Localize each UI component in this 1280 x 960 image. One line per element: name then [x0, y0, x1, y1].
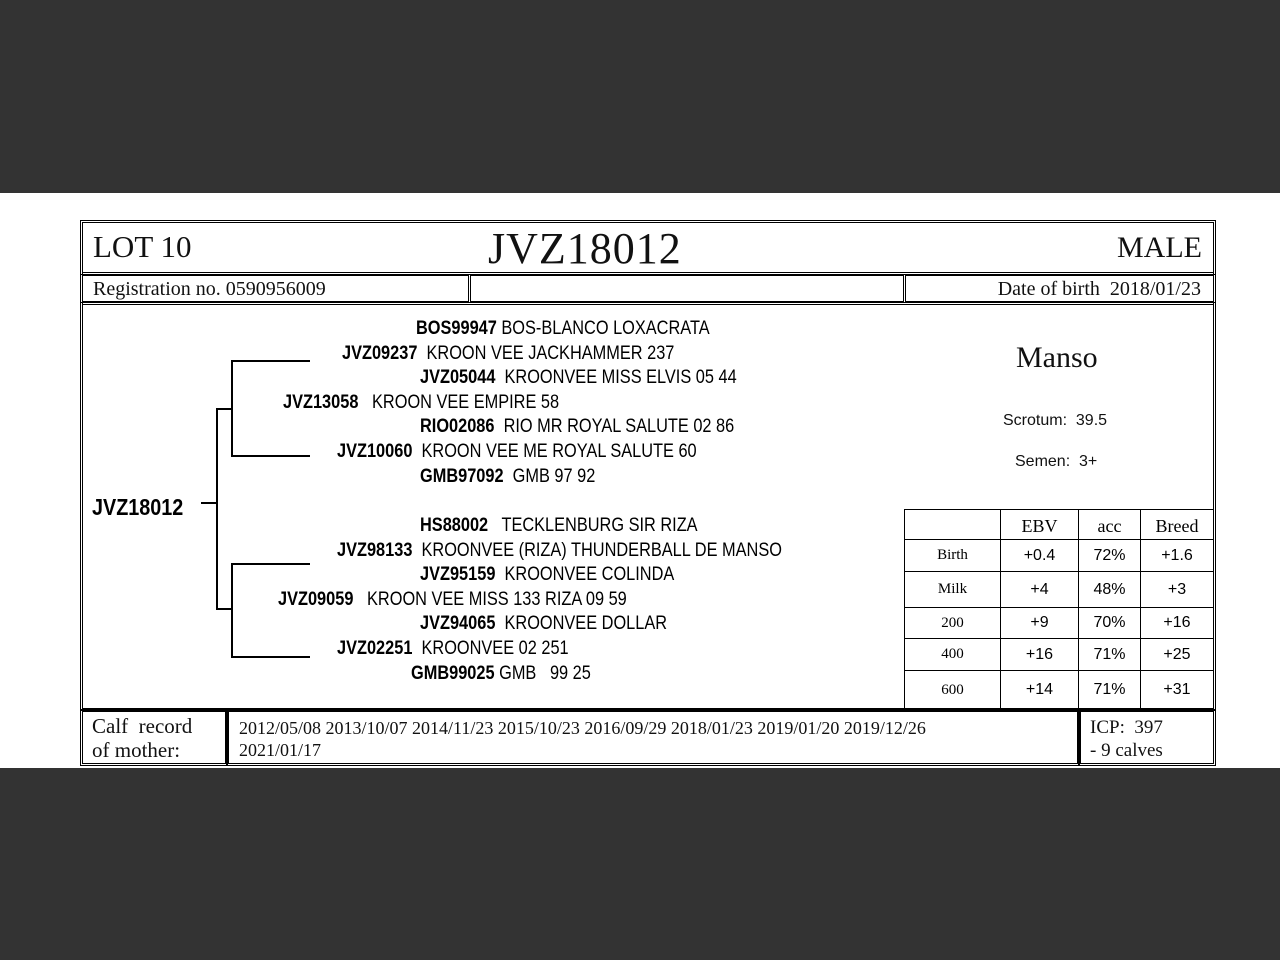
calf-record-label: Calf record of mother: — [92, 714, 193, 762]
semen-label: Semen: — [1015, 453, 1071, 470]
pedigree-sdd: GMB97092 GMB 97 92 — [420, 466, 596, 487]
dam-sire-line — [231, 563, 310, 565]
200-breed: +16 — [1140, 607, 1214, 639]
sire-bracket — [231, 360, 233, 456]
registration-number: Registration no. 0590956009 — [93, 278, 326, 300]
dam-bracket — [231, 563, 233, 657]
400-ebv: +16 — [1000, 638, 1079, 671]
sex-label: MALE — [1117, 231, 1202, 264]
pedigree-ddd: GMB99025 GMB 99 25 — [411, 663, 591, 684]
breed-header: Breed — [1140, 509, 1214, 540]
pedigree-sire: JVZ13058 KROON VEE EMPIRE 58 — [283, 392, 560, 413]
catalogue-page — [0, 193, 1280, 768]
pedigree-dd: JVZ02251 KROONVEE 02 251 — [337, 638, 569, 659]
semen-value: 3+ — [1079, 453, 1098, 470]
lot-number: LOT 10 — [93, 229, 192, 264]
pedigree-dsd: JVZ95159 KROONVEE COLINDA — [420, 564, 675, 585]
dob-label: Date of birth — [997, 278, 1100, 300]
ebv-corner-cell — [904, 509, 1001, 540]
milk-acc: 48% — [1078, 571, 1141, 608]
pedigree-dds: JVZ94065 KROONVEE DOLLAR — [420, 613, 668, 634]
scrotum-value: 39.5 — [1075, 412, 1108, 429]
calf-record-dates: 2012/05/08 2013/10/07 2014/11/23 2015/10/23 2016/09/29 2018/01/23 2019/01/20 2019/12/26 2021/01/17 — [239, 718, 926, 760]
400-acc: 71% — [1078, 638, 1141, 671]
600-breed: +31 — [1140, 670, 1214, 710]
pedigree-ss: JVZ09237 KROON VEE JACKHAMMER 237 — [342, 343, 675, 364]
sire-sire-line — [231, 360, 310, 362]
200-ebv: +9 — [1000, 607, 1079, 639]
600-ebv: +14 — [1000, 670, 1079, 710]
acc-header: acc — [1078, 509, 1141, 540]
animal-name: Manso — [1016, 341, 1098, 374]
sire-dam-line — [231, 455, 310, 457]
semen — [1015, 453, 1097, 471]
blank-cell — [470, 275, 904, 302]
dob-value: 2018/01/23 — [1109, 278, 1201, 300]
scrotum-label: Scrotum: — [1003, 412, 1068, 429]
milk-ebv: +4 — [1000, 571, 1079, 608]
600-acc: 71% — [1078, 670, 1141, 710]
pedigree-dss: HS88002 TECKLENBURG SIR RIZA — [420, 515, 698, 536]
row-label-600: 600 — [904, 670, 1001, 710]
row-label-birth: Birth — [904, 539, 1001, 572]
200-acc: 70% — [1078, 607, 1141, 639]
400-breed: +25 — [1140, 638, 1214, 671]
subject-connector — [201, 502, 217, 504]
milk-breed: +3 — [1140, 571, 1214, 608]
row-label-milk: Milk — [904, 571, 1001, 608]
pedigree-ssd: JVZ05044 KROONVEE MISS ELVIS 05 44 — [420, 367, 737, 388]
ebv-header: EBV — [1000, 509, 1079, 540]
birth-ebv: +0.4 — [1000, 539, 1079, 572]
row-label-200: 200 — [904, 607, 1001, 639]
dam-dam-line — [231, 656, 310, 658]
dam-connector — [216, 608, 232, 610]
birth-breed: +1.6 — [1140, 539, 1214, 572]
pedigree-sds: RIO02086 RIO MR ROYAL SALUTE 02 86 — [420, 416, 735, 437]
animal-id-title: JVZ18012 — [488, 224, 682, 273]
pedigree-ds: JVZ98133 KROONVEE (RIZA) THUNDERBALL DE MANSO — [337, 540, 782, 561]
row-label-400: 400 — [904, 638, 1001, 671]
sire-connector — [216, 408, 232, 410]
icp-info: ICP: 397 - 9 calves — [1090, 717, 1163, 761]
pedigree-sd: JVZ10060 KROON VEE ME ROYAL SALUTE 60 — [337, 441, 697, 462]
main-bracket — [216, 408, 218, 609]
scrotum — [1003, 412, 1107, 430]
subject-id: JVZ18012 — [92, 494, 184, 520]
date-of-birth — [998, 278, 1201, 301]
pedigree-sss: BOS99947 BOS-BLANCO LOXACRATA — [416, 318, 710, 339]
pedigree-dam: JVZ09059 KROON VEE MISS 133 RIZA 09 59 — [278, 589, 627, 610]
birth-acc: 72% — [1078, 539, 1141, 572]
